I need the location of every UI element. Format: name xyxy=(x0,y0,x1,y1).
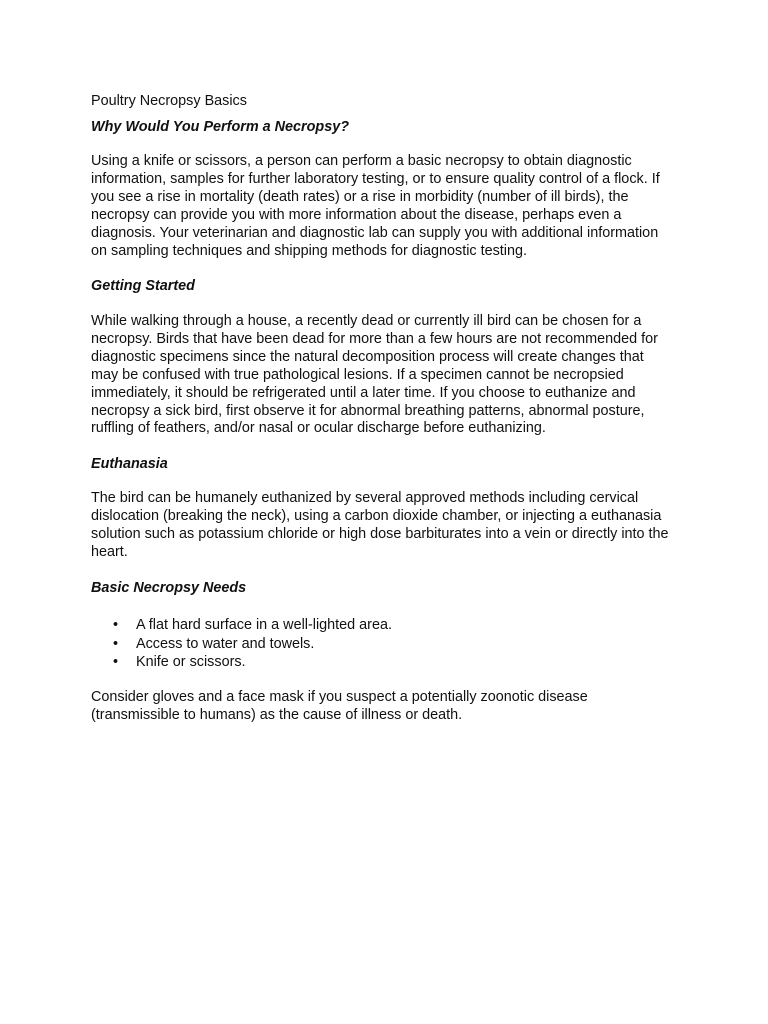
list-item xyxy=(91,636,392,655)
section-heading-necropsy-needs: Basic Necropsy Needs xyxy=(91,580,247,596)
section-heading-why-necropsy: Why Would You Perform a Necropsy? xyxy=(91,119,350,135)
bullet-icon: • xyxy=(113,654,119,670)
section-heading-euthanasia: Euthanasia xyxy=(91,456,168,472)
necropsy-needs-list xyxy=(91,617,392,673)
section-paragraph-why-necropsy: Using a knife or scissors, a person can perform a basic necropsy to obtain diagnostic information, samples for further laboratory testing, or to ensure quality control of a flock. If you see a rise in mortality (death rates) or a rise in morbidity (number of ill birds), the necropsy can provide you with more information about the disease, perhaps even a diagnosis. Your veterinarian and diagnostic lab can supply you with additional information on sampling techniques and shipping methods for diagnostic testing. xyxy=(91,153,660,259)
document-title: Poultry Necropsy Basics xyxy=(91,93,247,109)
list-item xyxy=(91,654,392,673)
section-paragraph-getting-started: While walking through a house, a recently dead or currently ill bird can be chosen for a necropsy. Birds that have been dead for more than a few hours are not recommended for diagnostic specimens since the natural decomposition process will create changes that may be confused with true pathological lesions. If a specimen cannot be necropsied immediately, it should be refrigerated until a later time. If you choose to euthanize and necropsy a sick bird, first observe it for abnormal breathing patterns, abnormal posture, ruffling of feathers, and/or nasal or ocular discharge before euthanizing. xyxy=(91,313,658,437)
list-item-text: Knife or scissors. xyxy=(136,654,246,670)
list-item-text: Access to water and towels. xyxy=(136,635,315,652)
bullet-icon: • xyxy=(113,635,119,652)
list-item xyxy=(91,617,392,636)
list-item-text: A flat hard surface in a well-lighted area. xyxy=(136,617,392,633)
bullet-icon: • xyxy=(113,617,119,633)
closing-paragraph: Consider gloves and a face mask if you suspect a potentially zoonotic disease (transmissible to humans) as the cause of illness or death. xyxy=(91,689,588,723)
section-heading-getting-started: Getting Started xyxy=(91,278,195,294)
section-paragraph-euthanasia: The bird can be humanely euthanized by several approved methods including cervical dislocation (breaking the neck), using a carbon dioxide chamber, or injecting a euthanasia solution such as potassium chloride or high dose barbiturates into a vein or directly into the heart. xyxy=(91,490,669,560)
